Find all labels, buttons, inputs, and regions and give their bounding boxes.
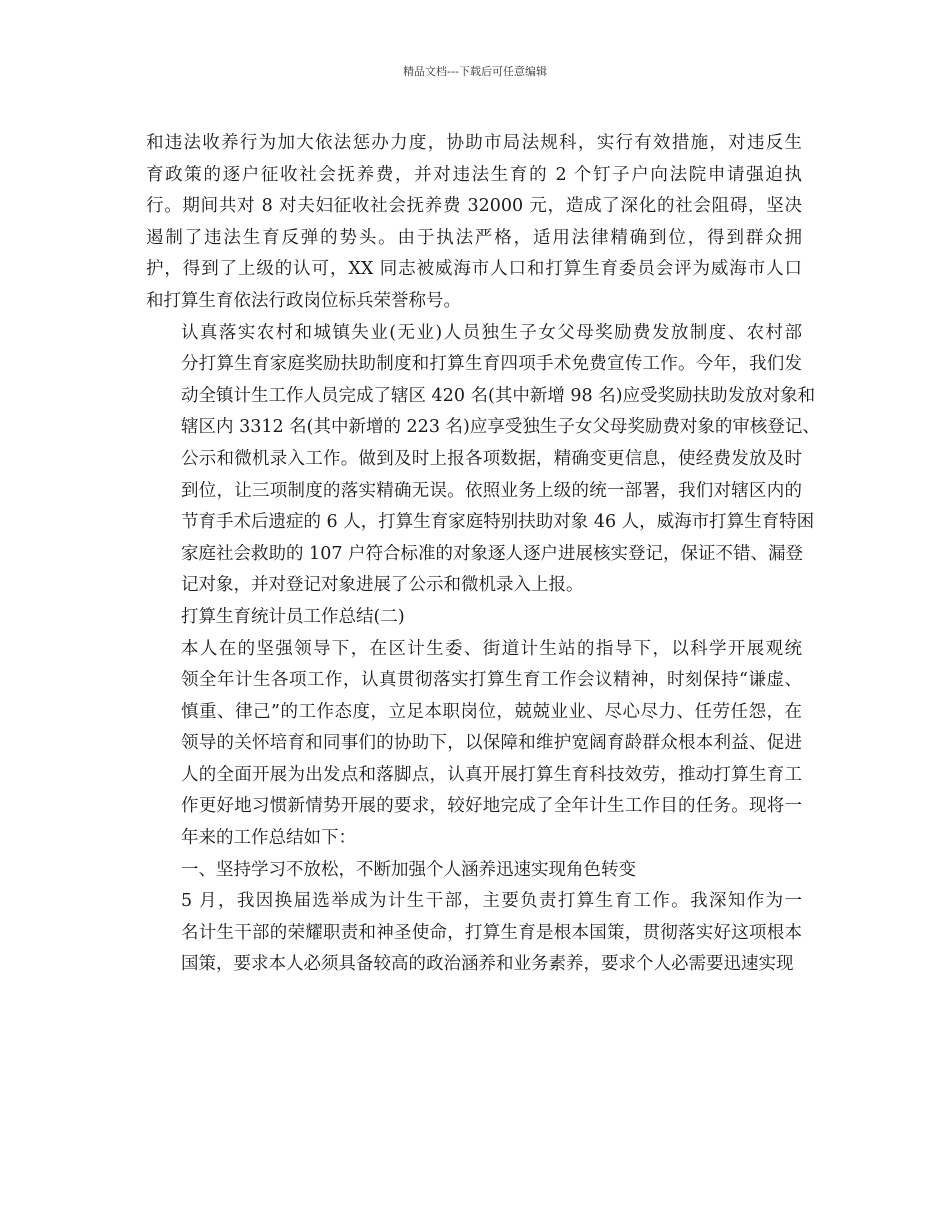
text-line: 记对象，并对登记对象进展了公示和微机录入上报。: [181, 575, 584, 596]
text-line: 一、坚持学习不放松，不断加强个人涵养迅速实现角色转变: [181, 859, 636, 880]
text-line: 名计生干部的荣耀职责和神圣使命，打算生育是根本国策，贯彻落实好这项根本: [181, 922, 802, 943]
text-line: 和违法收养行为加大依法惩办力度，协助市局法规科，实行有效措施，对违反生: [146, 133, 802, 153]
text-line: 辖区内 3312 名(其中新增的 223 名)应享受独生子女父母奖励费对象的审核登记、: [181, 417, 820, 438]
text-line: 行。期间共对 8 对夫妇征收社会抚养费 32000 元，造成了深化的社会阻碍，坚决: [146, 196, 802, 217]
text-line: 护，得到了上级的认可，XX 同志被威海市人口和打算生育委员会评为威海市人口: [146, 259, 802, 280]
text-line: 本人在的坚强领导下，在区计生委、街道计生站的指导下，以科学开展观统: [181, 638, 802, 659]
text-line: 打算生育统计员工作总结(二): [181, 606, 405, 627]
paragraph: [146, 128, 802, 318]
paragraph: [146, 886, 802, 981]
text-line: 公示和微机录入工作。做到及时上报各项数据，精确变更信息，使经费发放及时: [181, 448, 802, 469]
text-line: 遏制了违法生育反弹的势头。由于执法严格，适用法律精确到位，得到群众拥: [146, 227, 802, 248]
text-line: 5 月，我因换届选举成为计生干部，主要负责打算生育工作。我深知作为一: [181, 891, 802, 912]
text-line: 节育手术后遗症的 6 人，打算生育家庭特别扶助对象 46 人，威海市打算生育特困: [181, 512, 815, 533]
text-line: 和打算生育依法行政岗位标兵荣誉称号。: [146, 290, 461, 311]
paragraph: [146, 634, 802, 855]
text-line: 慎重、律己”的工作态度，立足本职岗位，兢兢业业、尽心尽力、任劳任怨，在: [181, 701, 802, 722]
text-line: 认真落实农村和城镇失业(无业)人员独生子女父母奖励费发放制度、农村部: [181, 322, 802, 343]
text-line: 领全年计生各项工作，认真贯彻落实打算生育工作会议精神，时刻保持“谦虚、: [181, 670, 802, 691]
text-line: 国策，要求本人必须具备较高的政治涵养和业务素养，要求个人必需要迅速实现: [181, 954, 794, 975]
paragraph: [146, 855, 802, 887]
paragraph: [146, 602, 802, 634]
text-line: 年来的工作总结如下：: [181, 828, 356, 849]
text-line: 领导的关怀培育和同事们的协助下，以保障和维护宽阔育龄群众根本利益、促进: [181, 733, 802, 754]
text-line: 到位，让三项制度的落实精确无误。依照业务上级的统一部署，我们对辖区内的: [181, 480, 802, 501]
text-line: 作更好地习惯新情势开展的要求，较好地完成了全年计生工作目的任务。现将一: [181, 796, 802, 817]
text-line: 人的全面开展为出发点和落脚点，认真开展打算生育科技效劳，推动打算生育工: [181, 764, 802, 785]
text-line: 育政策的逐户征收社会抚养费，并对违法生育的 2 个钉子户向法院申请强迫执: [146, 164, 802, 185]
text-line: 分打算生育家庭奖励扶助制度和打算生育四项手术免费宣传工作。今年，我们发: [181, 354, 802, 375]
text-line: 动全镇计生工作人员完成了辖区 420 名(其中新增 98 名)应受奖励扶助发放对象和: [181, 385, 816, 406]
document-body: [146, 128, 820, 981]
paragraph: [146, 318, 820, 602]
text-line: 家庭社会救助的 107 户符合标准的对象逐人逐户进展核实登记，保证不错、漏登: [181, 543, 804, 564]
page-header: 精品文档---下载后可任意编辑: [403, 65, 547, 78]
